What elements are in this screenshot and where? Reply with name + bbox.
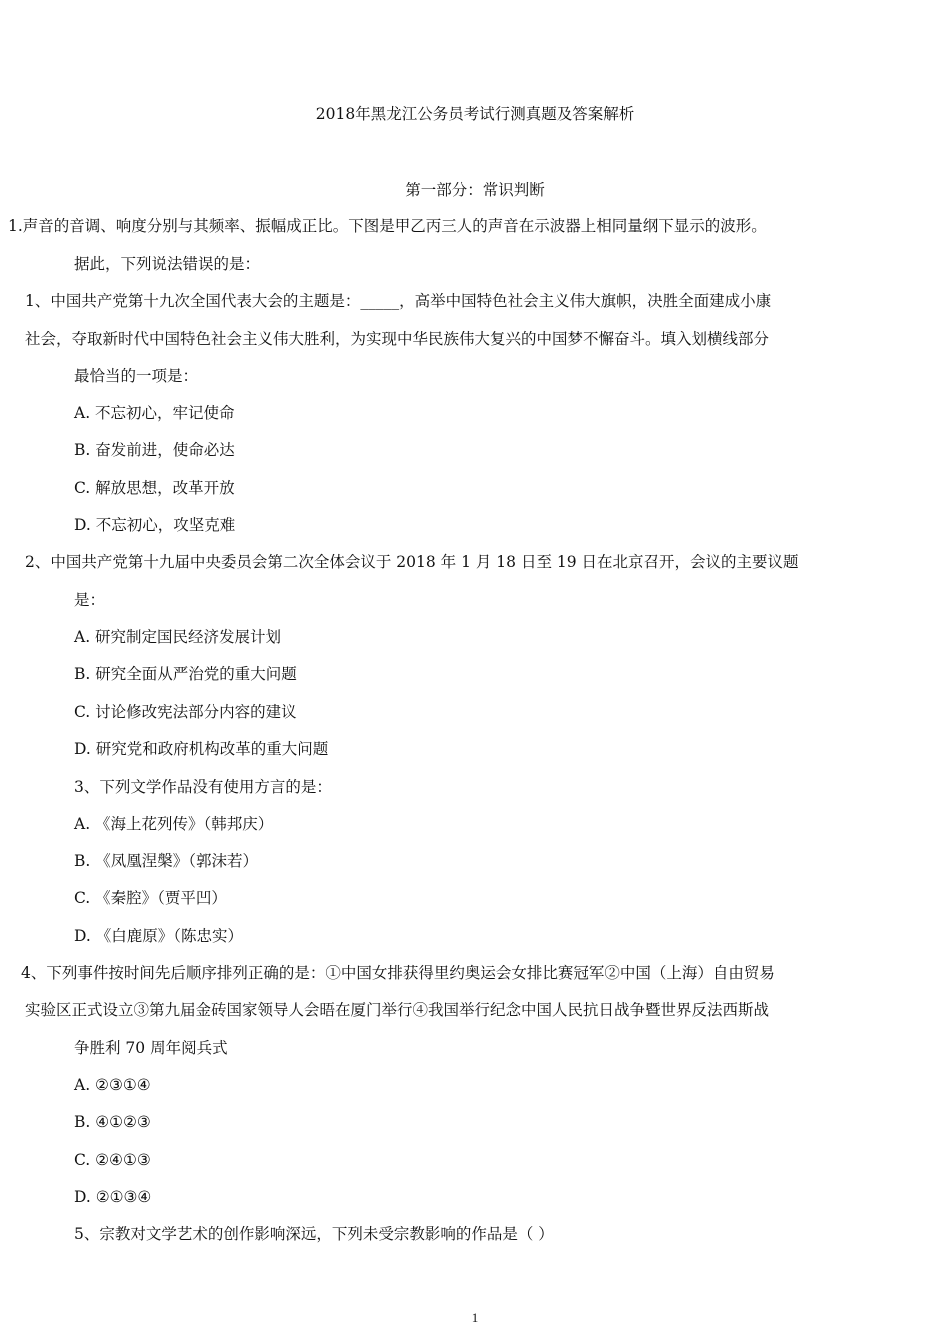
document-title: 2018年黑龙江公务员考试行测真题及答案解析 — [315, 105, 635, 123]
question-5-line-1: 5、宗教对文学艺术的创作影响深远，下列未受宗教影响的作品是（ ） — [74, 1225, 554, 1243]
question-2-option-a: A. 研究制定国民经济发展计划 — [74, 628, 282, 646]
question-4-line-3: 争胜利 70 周年阅兵式 — [74, 1039, 228, 1057]
question-1-line-2: 社会，夺取新时代中国特色社会主义伟大胜利，为实现中华民族伟大复兴的中国梦不懈奋斗。填入划横线部分 — [25, 330, 770, 348]
question-4-option-b: B. ④①②③ — [74, 1113, 151, 1131]
question-4-line-1: 4、下列事件按时间先后顺序排列正确的是：①中国女排获得里约奥运会女排比赛冠军②中国（上海）自由贸易 — [21, 964, 775, 982]
question-4-option-d: D. ②①③④ — [74, 1188, 152, 1206]
question-1-line-3: 最恰当的一项是： — [74, 367, 199, 385]
question-3-option-b: B. 《凤凰涅槃》（郭沫若） — [74, 852, 258, 870]
question-4-option-c: C. ②④①③ — [74, 1151, 151, 1169]
question-3-option-c: C. 《秦腔》（贾平凹） — [74, 889, 227, 907]
question-0-line-2: 据此，下列说法错误的是： — [74, 255, 261, 273]
section-heading: 第一部分：常识判断 — [405, 181, 545, 199]
question-3-line-1: 3、下列文学作品没有使用方言的是： — [74, 778, 332, 796]
question-2-line-2: 是： — [74, 591, 106, 609]
question-2-option-c: C. 讨论修改宪法部分内容的建议 — [74, 703, 297, 721]
question-2-option-d: D. 研究党和政府机构改革的重大问题 — [74, 740, 329, 758]
question-0-line-1: 1.声音的音调、响度分别与其频率、振幅成正比。下图是甲乙丙三人的声音在示波器上相同量纲下显示的波形。 — [8, 217, 767, 235]
question-2-option-b: B. 研究全面从严治党的重大问题 — [74, 665, 297, 683]
question-1-option-b: B. 奋发前进，使命必达 — [74, 441, 235, 459]
page-number: 1 — [471, 1310, 479, 1325]
question-2-line-1: 2、中国共产党第十九届中央委员会第二次全体会议于 2018 年 1 月 18 日至 19 日在北京召开，会议的主要议题 — [25, 553, 799, 571]
question-3-option-a: A. 《海上花列传》（韩邦庆） — [74, 815, 274, 833]
question-1-option-d: D. 不忘初心，攻坚克难 — [74, 516, 236, 534]
question-4-line-2: 实验区正式设立③第九届金砖国家领导人会晤在厦门举行④我国举行纪念中国人民抗日战争暨世界反法西斯战 — [25, 1001, 770, 1019]
question-3-option-d: D. 《白鹿原》（陈忠实） — [74, 927, 243, 945]
question-4-option-a: A. ②③①④ — [74, 1076, 151, 1094]
question-1-option-a: A. 不忘初心，牢记使命 — [74, 404, 235, 422]
question-1-line-1: 1、中国共产党第十九次全国代表大会的主题是：_____，高举中国特色社会主义伟大旗帜，决胜全面建成小康 — [25, 292, 772, 310]
question-1-option-c: C. 解放思想，改革开放 — [74, 479, 235, 497]
